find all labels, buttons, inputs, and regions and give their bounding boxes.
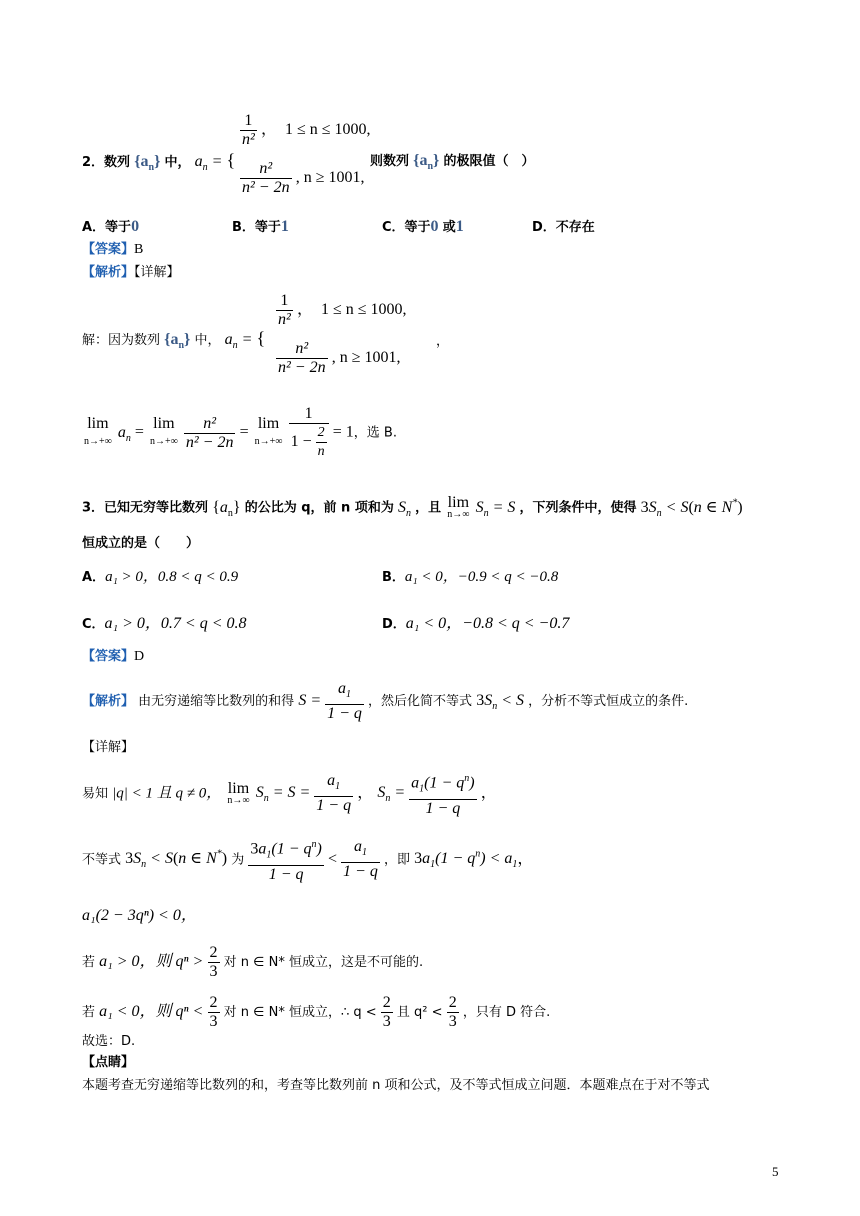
q2-stem: 2．数列 $\{a_n\}$ 中， $a_n$ = { — [82, 150, 236, 174]
q2-analysis-label: 【解析】【详解】 — [82, 265, 180, 280]
q3-remark: 本题考查无穷递缩等比数列的和，考查等比数列前 n 项和公式，及不等式恒成立问题．本题难点在于对不等式 — [82, 1078, 710, 1093]
q2-case1: $\frac{1}{\text{n²}}$ ， 1 ≤ n ≤ 1000, — [242, 112, 371, 148]
q2-solution-line: 解：因为数列 $\{a_n\}$ 中， $a_n$ = { — [82, 328, 266, 352]
q3-stem: 3．已知无穷等比数列 $\{a_n\}$ 的公比为 q，前 n 项和为 $S_n$ ，且 lim n→∞ $S_n = S$ ，下列条件中，使得 $3S_n < S(n$ ∈ N*) — [82, 494, 743, 520]
q2-option-a: A．等于0 — [82, 218, 140, 235]
q3-option-d: D．a₁ < 0，−0.8 < q < −0.7 — [382, 615, 570, 632]
q3-stem-line2: 恒成立的是（ ） — [82, 536, 200, 551]
q2-answer: 【答案】B — [82, 242, 144, 257]
q2-solution-case2: $\frac{\text{n²}}{\text{n² − 2n}}$ , n ≥ 1001, — [278, 340, 401, 376]
q3-analysis: 【解析】 由无穷递缩等比数列的和得 S = $\frac{a_1}{1 - q}$ ，然后化简不等式 $3S_n < S$ ，分析不等式恒成立的条件. — [82, 680, 689, 723]
q2-option-b: B．等于1 — [232, 218, 289, 235]
q3-line5: 若 a₁ < 0，则 qⁿ < $\frac{2}{3}$ 对 n ∈ N* 恒成立，∴ q < $\frac{2}{3}$ 且 q² < $\frac{2}{3}$ ，只有 D 符合. — [82, 994, 551, 1030]
q3-option-c: C．a₁ > 0，0.7 < q < 0.8 — [82, 615, 247, 632]
q2-option-c: C．等于0 或1 — [382, 218, 464, 235]
q3-detail-label: 【详解】 — [82, 740, 135, 755]
q2-solution-case1: $\frac{1}{\text{n²}}$ ， 1 ≤ n ≤ 1000, — [278, 292, 407, 328]
q3-line2: 不等式 $3S_n < S(n$ ∈ N*) 为 $\frac{3a_1(1 - q^n)}{1 - q}$ < $\frac{a_1}{1 - q}$ ，即 $3a_1(1 - q^n) < a_1$， — [82, 836, 533, 884]
q3-remark-tag: 【点睛】 — [82, 1055, 135, 1070]
fraction: $\frac{1}{\text{n²}}$ — [242, 112, 255, 148]
q3-line4: 若 a₁ > 0，则 qⁿ > $\frac{2}{3}$ 对 n ∈ N* 恒成立，这是不可能的. — [82, 944, 424, 980]
q2-solution-comma: ， — [436, 334, 450, 349]
q2-case2: $\frac{\text{n²}}{\text{n² − 2n}}$ , n ≥ 1001, — [242, 160, 365, 196]
brace-icon: { — [226, 150, 236, 170]
q3-option-b: B．a₁ < 0，−0.9 < q < −0.8 — [382, 569, 559, 585]
fraction: $\frac{\text{n²}}{\text{n² − 2n}}$ — [242, 160, 290, 196]
q3-line1: 易知 |q| < 1 且 q ≠ 0， lim n→∞ $S_n = S$ = $\frac{a_1}{1 - q}$ ， $S_n$ = $\frac{a_1(1 - q^n)}{1 - q}$ ， — [82, 770, 497, 818]
q3-line3: a₁(2 − 3qⁿ) < 0， — [82, 907, 197, 924]
q2-stem-end: 则数列 $\{a_n\}$ 的极限值（ ） — [370, 152, 535, 173]
q3-option-a: A．a₁ > 0，0.8 < q < 0.9 — [82, 569, 239, 585]
page-number: 5 — [772, 1164, 779, 1179]
q2-limit-equation: lim n→+∞ $a_n$ = lim n→+∞ $\frac{\text{n²}}{\text{n² − 2n}}$ = lim n→+∞ 1 1 − $\frac{2}{n}$ = 1，选 B. — [84, 405, 397, 459]
q3-conclusion: 故选：D. — [82, 1034, 136, 1049]
brace-icon: { — [256, 328, 266, 348]
q2-option-d: D．不存在 — [532, 220, 595, 235]
q3-answer: 【答案】D — [82, 649, 145, 664]
